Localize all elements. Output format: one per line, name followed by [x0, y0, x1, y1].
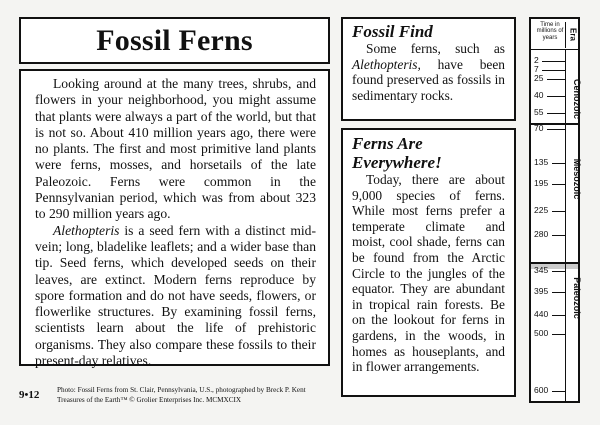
time-tick-label: 2	[534, 55, 539, 65]
photo-credits	[57, 386, 306, 405]
cenozoic-mesozoic-boundary	[531, 123, 578, 125]
time-header-label: Time in millions of years	[536, 22, 564, 41]
fossil-find-text	[352, 41, 505, 103]
time-tick-label: 55	[534, 107, 544, 117]
time-tick-mark	[547, 113, 565, 114]
era-header-label: Era	[568, 28, 578, 41]
era-label-cenozoic: Cenozoic	[572, 78, 582, 119]
time-tick-mark	[552, 315, 565, 316]
ferns-everywhere-box	[341, 128, 516, 397]
era-label-paleozoic: Paleozoic	[572, 277, 582, 319]
credit-line-1: Photo: Fossil Ferns from St. Clair, Pennsylvania, U.S., photographed by Breck P. Kent	[57, 386, 306, 394]
time-tick-mark	[542, 61, 565, 62]
time-tick-mark	[552, 211, 565, 212]
time-tick-label: 195	[534, 178, 549, 188]
time-tick-mark	[542, 70, 565, 71]
page-title: Fossil Ferns	[96, 23, 253, 57]
time-tick-mark	[547, 79, 565, 80]
time-tick-mark	[552, 235, 565, 236]
time-tick-mark	[547, 96, 565, 97]
time-tick-label: 395	[534, 286, 549, 296]
time-tick-label: 7	[534, 64, 539, 74]
time-tick-mark	[552, 271, 565, 272]
time-tick-mark	[552, 391, 565, 392]
geologic-time-scale	[529, 17, 580, 403]
main-text-box	[19, 69, 330, 369]
time-tick-label: 280	[534, 229, 549, 239]
fossil-find-heading: Fossil Find	[352, 22, 433, 41]
fossil-find-text-start: Some ferns, such as	[366, 41, 505, 56]
page-number: 9•12	[19, 389, 40, 401]
time-tick-mark	[552, 292, 565, 293]
mesozoic-paleozoic-boundary	[531, 262, 578, 264]
time-tick-mark	[552, 163, 565, 164]
fossil-find-text-end: have been found preserved as fossils in sedimentary rocks.	[352, 56, 505, 103]
time-tick-mark	[547, 129, 565, 130]
ferns-everywhere-text: Today, there are about 9,000 species of ferns. While most ferns prefer a temperate climate and moist, cool shade, ferns can be found from the Arctic Circle to the jungles of the equator. They are abundant in tropical rain forests. Be on the lookout for ferns in gardens, in the woods, in homes as houseplants, and in flower arrangements.	[352, 172, 505, 375]
era-label-mesozoic: Mesozoic	[572, 158, 582, 200]
ferns-everywhere-heading-1: Ferns Are	[352, 134, 423, 153]
genus-name: Alethopteris	[53, 222, 120, 238]
ferns-everywhere-heading-2: Everywhere!	[352, 153, 442, 172]
time-tick-label: 600	[534, 385, 549, 395]
main-paragraph-2: Alethopteris is a seed fern with a distinct mid-vein; long, bladelike leaflets; and a wider base than tip. Seed ferns, which developed seeds on their leaves, are extinct. Modern ferns reproduce by spore formation and do not have seeds, flowers, or flowerlike structures. By examining fossil ferns, scientists learn about the life of prehistoric organisms. They also compare these fossils to their present-day relatives.	[35, 222, 316, 369]
time-tick-label: 135	[534, 157, 549, 167]
time-tick-label: 225	[534, 205, 549, 215]
credit-line-2: Treasures of the Earth™ © Grolier Enterprises Inc. MCMXCIX	[57, 395, 242, 404]
time-scale-header	[531, 19, 578, 50]
fossil-find-genus: Alethopteris,	[352, 56, 421, 72]
time-tick-label: 500	[534, 328, 549, 338]
time-tick-mark	[552, 334, 565, 335]
time-tick-label: 345	[534, 265, 549, 275]
time-tick-label: 40	[534, 90, 544, 100]
title-box	[19, 17, 330, 64]
fossil-find-box	[341, 17, 516, 121]
era-header-cell	[565, 22, 580, 48]
time-tick-label: 440	[534, 309, 549, 319]
main-paragraph-1: Looking around at the many trees, shrubs, and flowers in your neighborhood, you might assume that plants were always a part of the world, but that is not so. About 410 million years ago, there were no plants. The first and most primitive land plants were ferns, mosses, and horsetails of the late Paleozoic. Ferns were common in the Pennsylvanian period, which was from about 323 to 290 million years ago.	[35, 76, 316, 222]
time-tick-mark	[552, 184, 565, 185]
time-tick-label: 70	[534, 123, 544, 133]
time-tick-label: 25	[534, 73, 544, 83]
